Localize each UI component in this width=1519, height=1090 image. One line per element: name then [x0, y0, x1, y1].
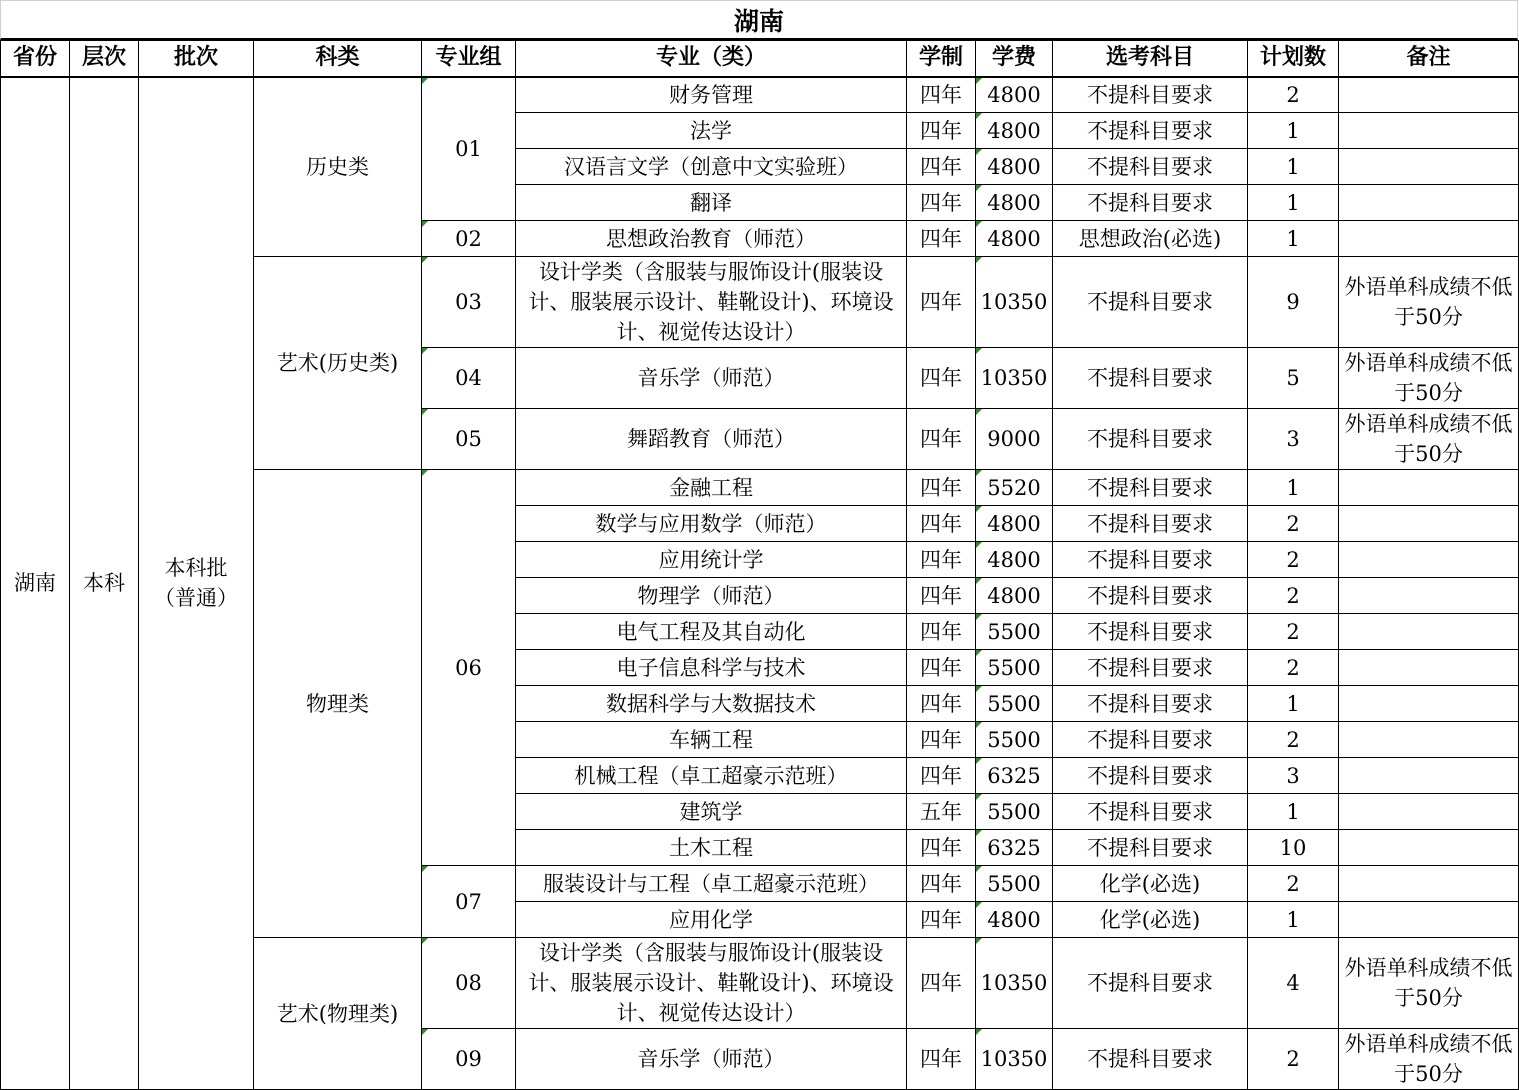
plan-count-cell[interactable]: 2: [1248, 506, 1339, 542]
years-cell[interactable]: 四年: [907, 113, 976, 149]
major-cell[interactable]: 建筑学: [516, 794, 907, 830]
fee-cell[interactable]: 4800: [976, 542, 1053, 578]
level-cell[interactable]: 本科: [70, 77, 139, 1090]
years-cell[interactable]: 四年: [907, 902, 976, 938]
group-cell-03[interactable]: 03: [422, 257, 516, 348]
major-cell[interactable]: 音乐学（师范）: [516, 1029, 907, 1090]
subjects-cell[interactable]: 不提科目要求: [1053, 722, 1248, 758]
subjects-cell[interactable]: 不提科目要求: [1053, 506, 1248, 542]
header-province[interactable]: 省份: [1, 41, 70, 77]
fee-cell[interactable]: 4800: [976, 902, 1053, 938]
years-cell[interactable]: 四年: [907, 686, 976, 722]
fee-cell[interactable]: 5500: [976, 686, 1053, 722]
years-cell[interactable]: 四年: [907, 758, 976, 794]
major-cell[interactable]: 服装设计与工程（卓工超豪示范班）: [516, 866, 907, 902]
major-cell[interactable]: 土木工程: [516, 830, 907, 866]
group-cell-02[interactable]: 02: [422, 221, 516, 257]
fee-cell[interactable]: 4800: [976, 506, 1053, 542]
table-row: [1, 77, 1519, 113]
note-cell[interactable]: 外语单科成绩不低于50分: [1339, 409, 1519, 470]
fee-cell[interactable]: 5520: [976, 470, 1053, 506]
subjects-cell[interactable]: 不提科目要求: [1053, 650, 1248, 686]
header-row: [1, 41, 1519, 77]
note-cell[interactable]: [1339, 506, 1519, 542]
header-major[interactable]: 专业（类）: [516, 41, 907, 77]
category-art-history[interactable]: 艺术(历史类): [254, 257, 422, 470]
admission-plan-table: [0, 40, 1519, 1090]
plan-count-cell[interactable]: 2: [1248, 578, 1339, 614]
header-batch[interactable]: 批次: [139, 41, 254, 77]
years-cell[interactable]: 五年: [907, 794, 976, 830]
note-cell[interactable]: [1339, 542, 1519, 578]
note-cell[interactable]: [1339, 686, 1519, 722]
group-cell-04[interactable]: 04: [422, 348, 516, 409]
years-cell[interactable]: 四年: [907, 77, 976, 113]
subjects-cell[interactable]: 不提科目要求: [1053, 758, 1248, 794]
note-cell[interactable]: [1339, 902, 1519, 938]
group-cell-05[interactable]: 05: [422, 409, 516, 470]
subjects-cell[interactable]: 不提科目要求: [1053, 348, 1248, 409]
years-cell[interactable]: 四年: [907, 506, 976, 542]
major-cell[interactable]: 金融工程: [516, 470, 907, 506]
years-cell[interactable]: 四年: [907, 1029, 976, 1090]
fee-cell[interactable]: 5500: [976, 794, 1053, 830]
batch-line-2: （普通）: [154, 586, 238, 611]
major-cell[interactable]: 车辆工程: [516, 722, 907, 758]
plan-count-cell[interactable]: 1: [1248, 113, 1339, 149]
subjects-cell[interactable]: 化学(必选): [1053, 902, 1248, 938]
province-cell[interactable]: 湖南: [1, 77, 70, 1090]
category-history[interactable]: 历史类: [254, 77, 422, 257]
note-cell[interactable]: [1339, 794, 1519, 830]
note-cell[interactable]: [1339, 221, 1519, 257]
fee-cell[interactable]: 4800: [976, 149, 1053, 185]
header-category[interactable]: 科类: [254, 41, 422, 77]
subjects-cell[interactable]: 不提科目要求: [1053, 938, 1248, 1029]
years-cell[interactable]: 四年: [907, 257, 976, 348]
note-cell[interactable]: 外语单科成绩不低于50分: [1339, 1029, 1519, 1090]
plan-count-cell[interactable]: 2: [1248, 650, 1339, 686]
plan-count-cell[interactable]: 5: [1248, 348, 1339, 409]
years-cell[interactable]: 四年: [907, 830, 976, 866]
note-cell[interactable]: 外语单科成绩不低于50分: [1339, 938, 1519, 1029]
sheet-title: 湖南: [0, 0, 1518, 40]
header-group[interactable]: 专业组: [422, 41, 516, 77]
subjects-cell[interactable]: 不提科目要求: [1053, 409, 1248, 470]
fee-cell[interactable]: 4800: [976, 77, 1053, 113]
years-cell[interactable]: 四年: [907, 650, 976, 686]
major-cell[interactable]: 音乐学（师范）: [516, 348, 907, 409]
years-cell[interactable]: 四年: [907, 409, 976, 470]
note-cell[interactable]: [1339, 866, 1519, 902]
subjects-cell[interactable]: 不提科目要求: [1053, 257, 1248, 348]
note-cell[interactable]: [1339, 470, 1519, 506]
major-cell[interactable]: 电气工程及其自动化: [516, 614, 907, 650]
plan-count-cell[interactable]: 1: [1248, 221, 1339, 257]
plan-count-cell[interactable]: 2: [1248, 77, 1339, 113]
subjects-cell[interactable]: 化学(必选): [1053, 866, 1248, 902]
header-subjects[interactable]: 选考科目: [1053, 41, 1248, 77]
major-cell[interactable]: 物理学（师范）: [516, 578, 907, 614]
fee-cell[interactable]: 6325: [976, 758, 1053, 794]
years-cell[interactable]: 四年: [907, 578, 976, 614]
years-cell[interactable]: 四年: [907, 866, 976, 902]
fee-cell[interactable]: 4800: [976, 221, 1053, 257]
fee-cell[interactable]: 6325: [976, 830, 1053, 866]
plan-count-cell[interactable]: 1: [1248, 686, 1339, 722]
major-cell[interactable]: 财务管理: [516, 77, 907, 113]
plan-count-cell[interactable]: 2: [1248, 1029, 1339, 1090]
years-cell[interactable]: 四年: [907, 149, 976, 185]
fee-cell[interactable]: 10350: [976, 348, 1053, 409]
plan-count-cell[interactable]: 2: [1248, 722, 1339, 758]
major-cell[interactable]: 应用化学: [516, 902, 907, 938]
plan-count-cell[interactable]: 1: [1248, 470, 1339, 506]
header-fee[interactable]: 学费: [976, 41, 1053, 77]
major-cell[interactable]: 汉语言文学（创意中文实验班）: [516, 149, 907, 185]
major-cell[interactable]: 设计学类（含服装与服饰设计(服装设计、服装展示设计、鞋靴设计)、环境设计、视觉传达设计）: [516, 257, 907, 348]
group-cell-08[interactable]: 08: [422, 938, 516, 1029]
note-cell[interactable]: [1339, 113, 1519, 149]
header-level[interactable]: 层次: [70, 41, 139, 77]
plan-count-cell[interactable]: 1: [1248, 794, 1339, 830]
subjects-cell[interactable]: 不提科目要求: [1053, 614, 1248, 650]
subjects-cell[interactable]: 不提科目要求: [1053, 149, 1248, 185]
years-cell[interactable]: 四年: [907, 542, 976, 578]
note-cell[interactable]: [1339, 650, 1519, 686]
subjects-cell[interactable]: 不提科目要求: [1053, 542, 1248, 578]
fee-cell[interactable]: 4800: [976, 578, 1053, 614]
subjects-cell[interactable]: 不提科目要求: [1053, 686, 1248, 722]
group-cell-06[interactable]: 06: [422, 470, 516, 866]
plan-count-cell[interactable]: 2: [1248, 614, 1339, 650]
note-cell[interactable]: [1339, 614, 1519, 650]
subjects-cell[interactable]: 不提科目要求: [1053, 830, 1248, 866]
header-note[interactable]: 备注: [1339, 41, 1519, 77]
group-cell-01[interactable]: 01: [422, 77, 516, 221]
major-cell[interactable]: 数学与应用数学（师范）: [516, 506, 907, 542]
plan-count-cell[interactable]: 1: [1248, 185, 1339, 221]
note-cell[interactable]: [1339, 77, 1519, 113]
major-cell[interactable]: 舞蹈教育（师范）: [516, 409, 907, 470]
fee-cell[interactable]: 10350: [976, 938, 1053, 1029]
batch-cell[interactable]: [139, 77, 254, 1090]
group-cell-09[interactable]: 09: [422, 1029, 516, 1090]
subjects-cell[interactable]: 不提科目要求: [1053, 185, 1248, 221]
fee-cell[interactable]: 4800: [976, 113, 1053, 149]
fee-cell[interactable]: 10350: [976, 1029, 1053, 1090]
plan-count-cell[interactable]: 3: [1248, 758, 1339, 794]
plan-count-cell[interactable]: 1: [1248, 149, 1339, 185]
plan-count-cell[interactable]: 4: [1248, 938, 1339, 1029]
years-cell[interactable]: 四年: [907, 614, 976, 650]
years-cell[interactable]: 四年: [907, 722, 976, 758]
plan-count-cell[interactable]: 9: [1248, 257, 1339, 348]
major-cell[interactable]: 法学: [516, 113, 907, 149]
group-cell-07[interactable]: 07: [422, 866, 516, 938]
fee-cell[interactable]: 9000: [976, 409, 1053, 470]
note-cell[interactable]: [1339, 830, 1519, 866]
note-cell[interactable]: [1339, 185, 1519, 221]
subjects-cell[interactable]: 不提科目要求: [1053, 1029, 1248, 1090]
plan-count-cell[interactable]: 10: [1248, 830, 1339, 866]
fee-cell[interactable]: 4800: [976, 185, 1053, 221]
category-physics[interactable]: 物理类: [254, 470, 422, 938]
plan-count-cell[interactable]: 3: [1248, 409, 1339, 470]
subjects-cell[interactable]: 思想政治(必选): [1053, 221, 1248, 257]
years-cell[interactable]: 四年: [907, 185, 976, 221]
years-cell[interactable]: 四年: [907, 348, 976, 409]
note-cell[interactable]: [1339, 149, 1519, 185]
note-cell[interactable]: [1339, 758, 1519, 794]
fee-cell[interactable]: 10350: [976, 257, 1053, 348]
header-plan[interactable]: 计划数: [1248, 41, 1339, 77]
major-cell[interactable]: 思想政治教育（师范）: [516, 221, 907, 257]
batch-line-1: 本科批: [164, 556, 228, 581]
subjects-cell[interactable]: 不提科目要求: [1053, 794, 1248, 830]
note-cell[interactable]: [1339, 578, 1519, 614]
plan-count-cell[interactable]: 2: [1248, 542, 1339, 578]
years-cell[interactable]: 四年: [907, 470, 976, 506]
table-body: [1, 77, 1519, 1090]
major-cell[interactable]: 设计学类（含服装与服饰设计(服装设计、服装展示设计、鞋靴设计)、环境设计、视觉传达设计）: [516, 938, 907, 1029]
major-cell[interactable]: 翻译: [516, 185, 907, 221]
fee-cell[interactable]: 5500: [976, 614, 1053, 650]
major-cell[interactable]: 电子信息科学与技术: [516, 650, 907, 686]
header-years[interactable]: 学制: [907, 41, 976, 77]
fee-cell[interactable]: 5500: [976, 722, 1053, 758]
years-cell[interactable]: 四年: [907, 221, 976, 257]
plan-count-cell[interactable]: 2: [1248, 866, 1339, 902]
subjects-cell[interactable]: 不提科目要求: [1053, 470, 1248, 506]
note-cell[interactable]: 外语单科成绩不低于50分: [1339, 257, 1519, 348]
note-cell[interactable]: [1339, 722, 1519, 758]
years-cell[interactable]: 四年: [907, 938, 976, 1029]
category-art-physics[interactable]: 艺术(物理类): [254, 938, 422, 1090]
fee-cell[interactable]: 5500: [976, 650, 1053, 686]
subjects-cell[interactable]: 不提科目要求: [1053, 77, 1248, 113]
major-cell[interactable]: 机械工程（卓工超豪示范班）: [516, 758, 907, 794]
note-cell[interactable]: 外语单科成绩不低于50分: [1339, 348, 1519, 409]
major-cell[interactable]: 应用统计学: [516, 542, 907, 578]
subjects-cell[interactable]: 不提科目要求: [1053, 578, 1248, 614]
subjects-cell[interactable]: 不提科目要求: [1053, 113, 1248, 149]
plan-count-cell[interactable]: 1: [1248, 902, 1339, 938]
major-cell[interactable]: 数据科学与大数据技术: [516, 686, 907, 722]
fee-cell[interactable]: 5500: [976, 866, 1053, 902]
